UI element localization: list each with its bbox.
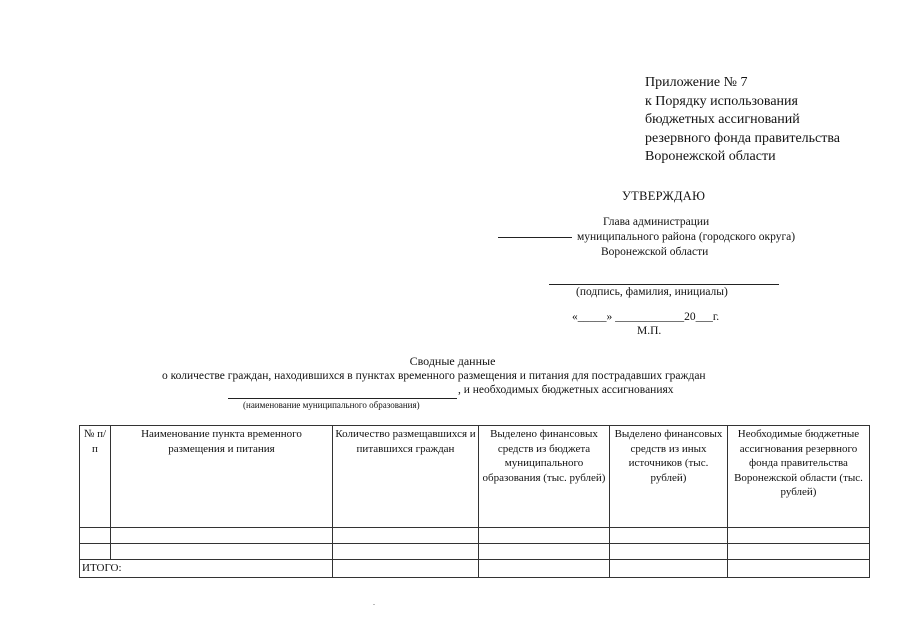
appendix-block xyxy=(645,74,840,167)
appendix-line: Воронежской области xyxy=(645,149,776,164)
total-label: ИТОГО: xyxy=(80,560,333,578)
seal-place: М.П. xyxy=(637,325,662,337)
header-municipal-funds: Выделено финансовых средств из бюджета муниципального образования (тыс. рублей) xyxy=(479,426,610,528)
approver-title-line1: Глава администрации xyxy=(603,216,710,228)
date-field: «_____» ____________20___г. xyxy=(572,311,720,323)
header-citizens-count: Количество размещавшихся и питавшихся граждан xyxy=(333,426,479,528)
municipality-caption: (наименование муниципального образования) xyxy=(243,400,420,410)
signature-caption: (подпись, фамилия, инициалы) xyxy=(576,286,728,298)
appendix-line: к Порядку использования xyxy=(645,93,798,109)
table-header-row xyxy=(80,426,870,528)
appendix-line: бюджетных ассигнований xyxy=(645,112,800,127)
approver-title-line3: Воронежской области xyxy=(601,246,709,258)
municipality-blank-line xyxy=(498,237,572,238)
header-number: № п/п xyxy=(80,426,111,528)
summary-table xyxy=(79,425,870,578)
document-subtitle: о количестве граждан, находившихся в пунктах временного размещения и питания для пострадавших граждан xyxy=(162,370,706,382)
header-point-name: Наименование пункта временного размещения и питания xyxy=(111,426,333,528)
document-title: Сводные данные xyxy=(409,354,496,368)
header-other-funds: Выделено финансовых средств из иных источников (тыс. рублей) xyxy=(610,426,728,528)
table-row xyxy=(80,544,870,560)
document-subtitle-tail: , и необходимых бюджетных ассигнованиях xyxy=(458,384,674,396)
appendix-line: резервного фонда правительства xyxy=(645,130,841,146)
scan-speck xyxy=(373,604,375,605)
signature-line xyxy=(549,284,779,285)
approver-title-line2: муниципального района (городского округа) xyxy=(577,231,796,243)
table-row xyxy=(80,528,870,544)
approval-title: УТВЕРЖДАЮ xyxy=(622,189,706,203)
header-reserve-fund: Необходимые бюджетные ассигнования резервного фонда правительства Воронежской области (тыс. рублей) xyxy=(728,426,870,528)
appendix-line: Приложение № 7 xyxy=(645,75,748,90)
municipality-name-line xyxy=(228,398,457,399)
table-total-row xyxy=(80,560,870,578)
